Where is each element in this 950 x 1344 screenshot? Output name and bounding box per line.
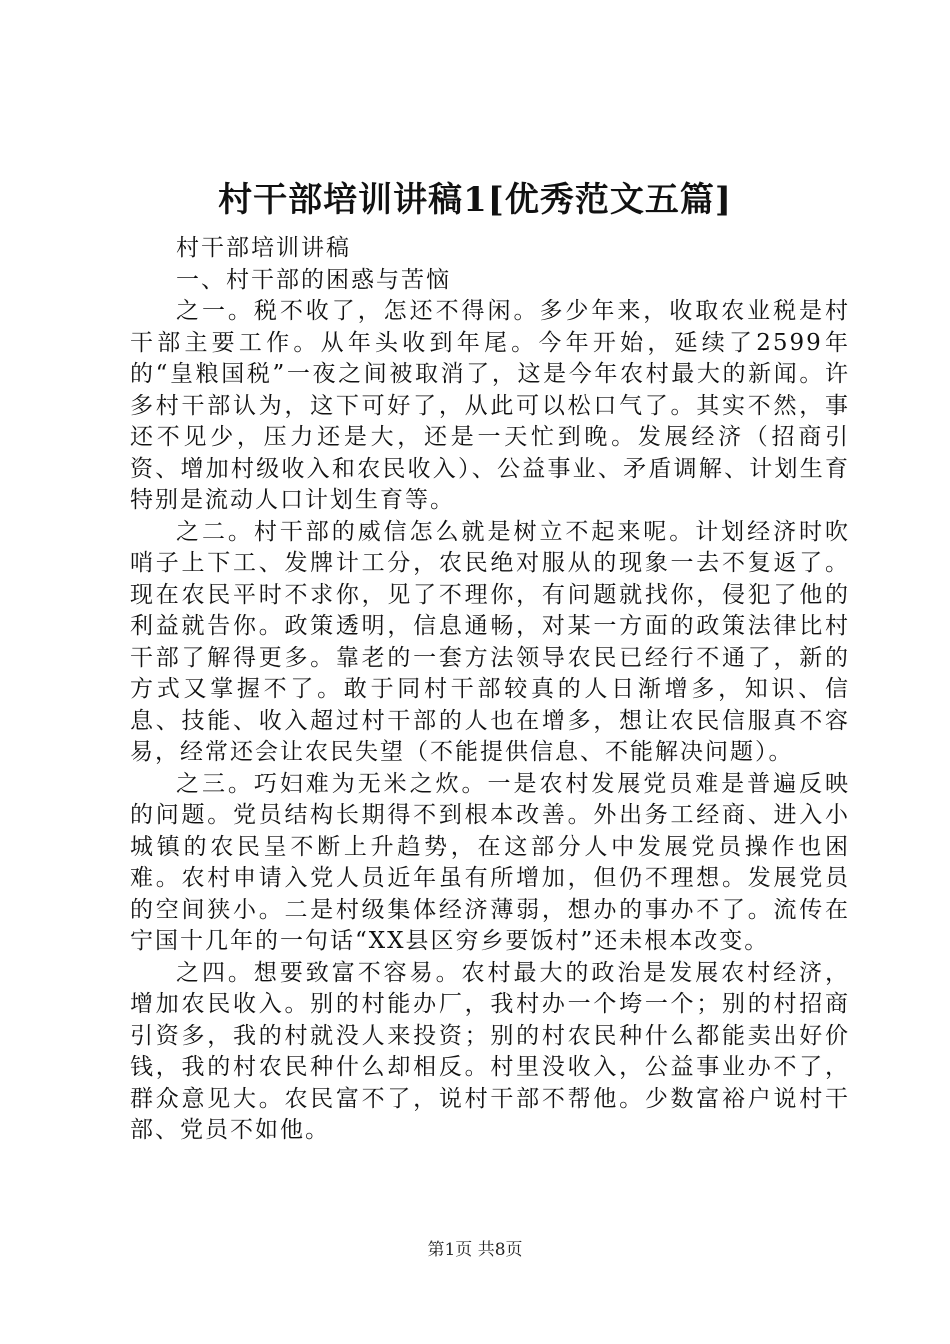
document-body: [130, 233, 850, 1147]
section-heading: 一、村干部的困惑与苦恼: [176, 266, 451, 293]
body-paragraph: 之三。巧妇难为无米之炊。一是农村发展党员难是普遍反映的问题。党员结构长期得不到根本改善。外出务工经商、进入小城镇的农民呈不断上升趋势，在这部分人中发展党员操作也困难。农村申请入党人员近年虽有所增加，但仍不理想。发展党员的空间狭小。二是村级集体经济薄弱，想办的事办不了。流传在宁国十几年的一句话“XX县区穷乡要饭村”还未根本改变。: [130, 770, 850, 954]
subtitle-paragraph: 村干部培训讲稿: [176, 235, 351, 261]
body-paragraph: 之一。税不收了，怎还不得闲。多少年来，收取农业税是村干部主要工作。从年头收到年尾。今年开始，延续了2599年的“皇粮国税”一夜之间被取消了，这是今年农村最大的新闻。许多村干部认为，这下可好了，从此可以松口气了。其实不然，事还不见少，压力还是大，还是一天忙到晚。发展经济（招商引资、增加村级收入和农民收入）、公益事业、矛盾调解、计划生育特别是流动人口计划生育等。: [130, 298, 850, 513]
document-title: 村干部培训讲稿1[优秀范文五篇]: [218, 180, 732, 220]
page-footer: 第1页 共8页: [427, 1240, 523, 1260]
body-paragraph: 之四。想要致富不容易。农村最大的政治是发展农村经济，增加农民收入。别的村能办厂，我村办一个垮一个；别的村招商引资多，我的村就没人来投资；别的村农民种什么都能卖出好价钱，我的村农民种什么却相反。村里没收入，公益事业办不了，群众意见大。农民富不了，说村干部不帮他。少数富裕户说村干部、党员不如他。: [130, 959, 850, 1143]
body-paragraph: 之二。村干部的威信怎么就是树立不起来呢。计划经济时吹哨子上下工、发牌计工分，农民绝对服从的现象一去不复返了。现在农民平时不求你，见了不理你，有问题就找你，侵犯了他的利益就告你。政策透明，信息通畅，对某一方面的政策法律比村干部了解得更多。靠老的一套方法领导农民已经行不通了，新的方式又掌握不了。敢于同村干部较真的人日渐增多，知识、信息、技能、收入超过村干部的人也在增多，想让农民信服真不容易，经常还会让农民失望（不能提供信息、不能解决问题）。: [130, 518, 850, 765]
